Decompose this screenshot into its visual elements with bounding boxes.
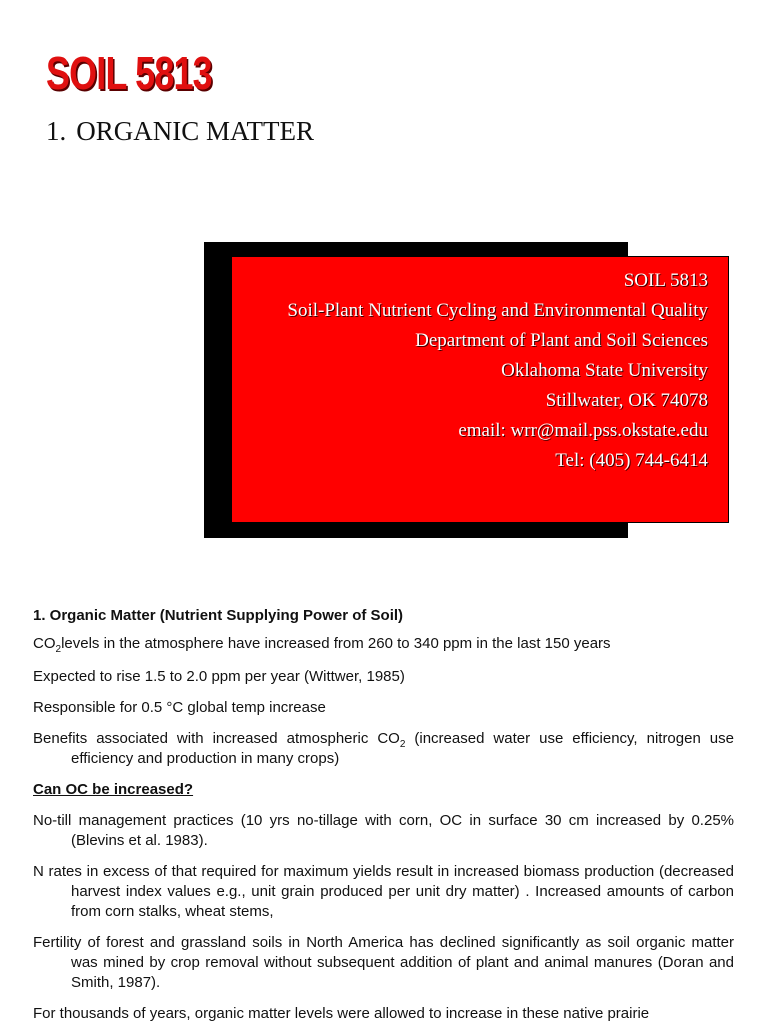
card-department: Department of Plant and Soil Sciences bbox=[415, 330, 708, 351]
card-city: Stillwater, OK 74078 bbox=[545, 390, 708, 411]
co2-levels-line bbox=[33, 634, 734, 654]
card-tel: Tel: (405) 744-6414 bbox=[555, 450, 708, 471]
fertility-paragraph: Fertility of forest and grassland soils in North America has declined significantly as soil organic matter was mined by crop removal without subsequent addition of plant and animal manures (Doran and Smith, 1987). bbox=[33, 934, 734, 991]
card-course-title: Soil-Plant Nutrient Cycling and Environmental Quality bbox=[287, 300, 708, 321]
co2-subscript: 2 bbox=[55, 644, 62, 655]
co2-text: CO bbox=[33, 635, 56, 652]
section-title: ORGANIC MATTER bbox=[76, 116, 315, 146]
card-university: Oklahoma State University bbox=[501, 360, 708, 381]
no-till-paragraph: No-till management practices (10 yrs no-tillage with corn, OC in surface 30 cm increased by 0.25% (Blevins et al. 1983). bbox=[33, 812, 734, 849]
co2-levels-text: levels in the atmosphere have increased from 260 to 340 ppm in the last 150 years bbox=[61, 635, 611, 652]
document-body bbox=[33, 606, 734, 1035]
card-email[interactable]: email: wrr@mail.pss.okstate.edu bbox=[458, 420, 708, 441]
benefits-paragraph bbox=[33, 729, 734, 769]
benefits-subscript: 2 bbox=[399, 739, 406, 750]
card-course: SOIL 5813 bbox=[623, 270, 708, 291]
doc-subheading: 1. Organic Matter (Nutrient Supplying Power of Soil) bbox=[33, 607, 404, 624]
n-rates-paragraph: N rates in excess of that required for maximum yields result in increased biomass production (decreased harvest index values e.g., unit grain produced per unit dry matter) . Increased amounts of carbon from corn stalks, wheat stems, bbox=[33, 863, 734, 920]
benefits-text-pre: Benefits associated with increased atmospheric CO bbox=[33, 730, 400, 747]
thousands-paragraph: For thousands of years, organic matter levels were allowed to increase in these native prairie bbox=[33, 1005, 650, 1022]
course-info-card bbox=[231, 256, 729, 523]
doc-question: Can OC be increased? bbox=[33, 781, 194, 798]
expected-rise-line: Expected to rise 1.5 to 2.0 ppm per year (Wittwer, 1985) bbox=[33, 668, 405, 685]
section-number: 1. bbox=[46, 116, 67, 146]
course-logo: SOIL 5813 bbox=[46, 47, 212, 99]
benefits-text-post: (increased water use efficiency, nitrogen use efficiency and production in many crops) bbox=[71, 730, 734, 767]
section-heading bbox=[46, 116, 314, 147]
temp-increase-line: Responsible for 0.5 °C global temp increase bbox=[33, 699, 326, 716]
